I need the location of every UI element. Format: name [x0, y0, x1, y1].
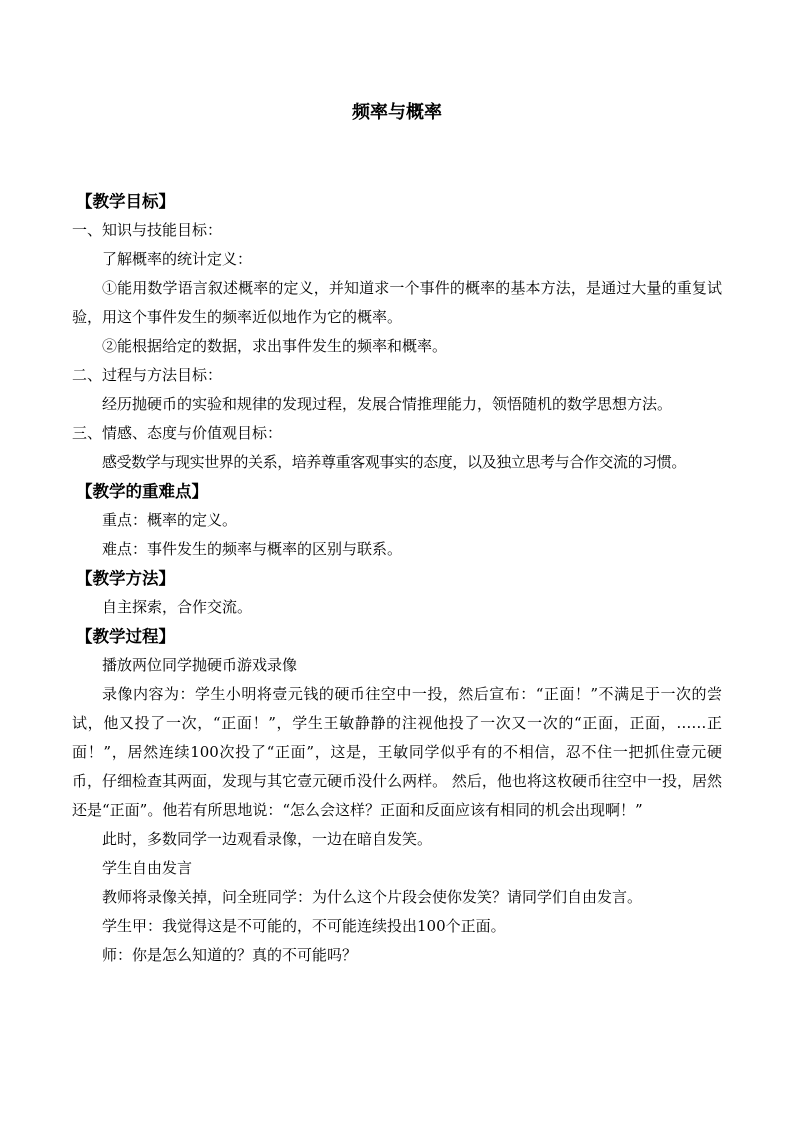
document-title: 频率与概率 — [352, 102, 442, 123]
paragraph: ②能根据给定的数据，求出事件发生的频率和概率。 — [102, 337, 448, 355]
paragraph: 难点：事件发生的频率与概率的区别与联系。 — [102, 540, 403, 558]
paragraph: 了解概率的统计定义： — [102, 250, 253, 268]
subheading-process-methods: 二、过程与方法目标： — [72, 366, 223, 384]
paragraph: 教师将录像关掉，问全班同学：为什么这个片段会使你发笑？请同学们自由发言。 — [102, 888, 643, 906]
section-heading-process: 【教学过程】 — [76, 627, 175, 646]
paragraph: 重点：概率的定义。 — [102, 511, 238, 529]
paragraph: ①能用数学语言叙述概率的定义，并知道求一个事件的概率的基本方法，是通过大量的重复试验，用这个事件发生的频率近似地作为它的概率。 — [72, 279, 722, 326]
document-body — [72, 187, 722, 970]
paragraph: 播放两位同学抛硬币游戏录像 — [102, 656, 298, 674]
subheading-knowledge-skills: 一、知识与技能目标： — [72, 221, 223, 239]
section-heading-methods: 【教学方法】 — [76, 569, 175, 588]
paragraph: 学生甲：我觉得这是不可能的，不可能连续投出100个正面。 — [102, 917, 506, 935]
paragraph: 学生自由发言 — [102, 859, 193, 877]
paragraph: 自主探索，合作交流。 — [102, 598, 253, 616]
section-heading-key-points: 【教学的重难点】 — [76, 482, 208, 501]
paragraph: 此时，多数同学一边观看录像，一边在暗自发笑。 — [102, 830, 433, 848]
subheading-emotion-values: 三、情感、态度与价值观目标： — [72, 424, 283, 442]
paragraph: 感受数学与现实世界的关系，培养尊重客观事实的态度，以及独立思考与合作交流的习惯。 — [102, 453, 687, 471]
paragraph: 录像内容为：学生小明将壹元钱的硬币往空中一投，然后宣布：“正面！”不满足于一次的尝试，他又投了一次，“正面！”，学生王敏静静的注视他投了一次又一次的“正面，正面，……正面！”，居然连续100次投了“正面”，这是，王敏同学似乎有的不相信，忍不住一把抓住壹元硬币，仔细检查其两面，发现与其它壹元硬币没什么两样。 然后，他也将这枚硬币往空中一投，居然还是“正面”。他若有所思地说：“怎么会这样？正面和反面应该有相同的机会出现啊！” — [72, 685, 722, 819]
section-heading-objectives: 【教学目标】 — [76, 192, 175, 211]
paragraph: 经历抛硬币的实验和规律的发现过程，发展合情推理能力，领悟随机的数学思想方法。 — [102, 395, 673, 413]
paragraph: 师：你是怎么知道的？真的不可能吗？ — [102, 946, 358, 964]
